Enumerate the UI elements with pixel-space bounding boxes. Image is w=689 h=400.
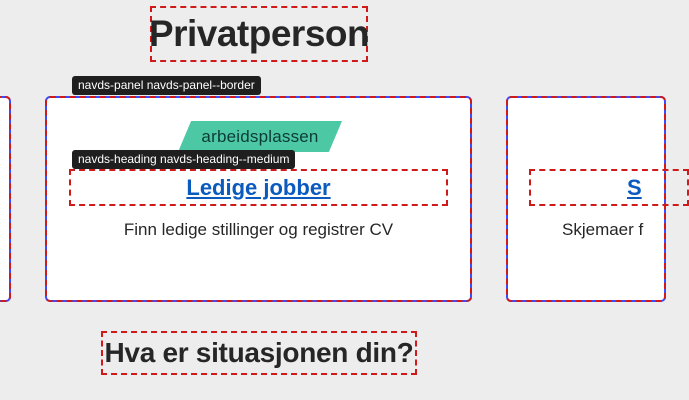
- page-title: Privatperson: [150, 6, 368, 62]
- right-card-description: Skjemaer f: [562, 220, 644, 239]
- arbeidsplassen-logo: [178, 121, 342, 152]
- logo-text: arbeidsplassen: [201, 126, 319, 146]
- ledige-jobber-link[interactable]: Ledige jobber: [69, 169, 448, 206]
- card-description: Finn ledige stillinger og registrer CV: [123, 220, 394, 239]
- right-card-heading-link[interactable]: S: [529, 169, 689, 206]
- inspector-tag-heading: navds-heading navds-heading--medium: [72, 150, 295, 169]
- situation-heading: Hva er situasjonen din?: [101, 331, 417, 375]
- card-left[interactable]: [0, 96, 11, 302]
- inspector-tag-panel: navds-panel navds-panel--border: [72, 76, 261, 95]
